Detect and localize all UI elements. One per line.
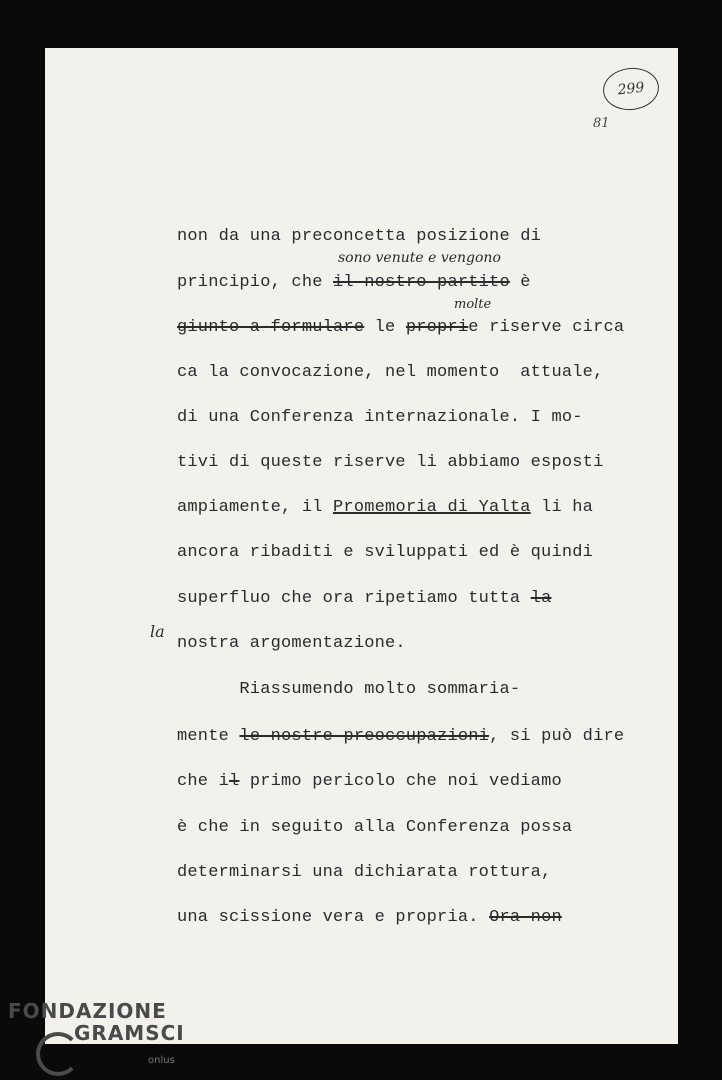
watermark-line-2: GRAMSCI	[74, 1021, 185, 1045]
text-line-8: ancora ribaditi e sviluppati ed è quindi	[177, 543, 594, 562]
text-line-12: mente le nostre preoccupazioni, si può dire	[177, 727, 625, 746]
watermark-line-1: FONDAZIONE	[8, 999, 167, 1023]
page-number: 81	[593, 116, 610, 131]
text-line-11: Riassumendo molto sommaria-	[177, 680, 521, 699]
folio-number-circled: 299	[601, 65, 661, 113]
text-line-10: nostra argomentazione.	[177, 634, 406, 653]
text-line-16: una scissione vera e propria. Ora non	[177, 908, 562, 927]
text-line-14: è che in seguito alla Conferenza possa	[177, 818, 573, 837]
text-line-4: ca la convocazione, nel momento attuale,	[177, 363, 604, 382]
struck-text: Ora non	[489, 908, 562, 927]
struck-text: propri	[405, 318, 469, 337]
text-line-7: ampiamente, il Promemoria di Yalta li ha	[177, 498, 594, 517]
text-line-15: determinarsi una dichiarata rottura,	[177, 863, 552, 882]
text-line-5: di una Conferenza internazionale. I mo-	[177, 408, 583, 427]
struck-text: giunto a formulare	[177, 318, 365, 337]
text-line-9: superfluo che ora ripetiamo tutta la	[177, 589, 552, 608]
margin-note: la	[150, 622, 165, 641]
fondazione-gramsci-watermark	[8, 999, 185, 1066]
watermark-line-3: onlus	[148, 1055, 175, 1066]
text-line-1: non da una preconcetta posizione di	[177, 227, 542, 246]
handwritten-insertion-line2: sono venute e vengono	[338, 250, 501, 266]
handwritten-insertion-line3: molte	[454, 297, 492, 312]
text-line-3: giunto a formulare le proprie riserve circa	[177, 318, 625, 337]
struck-text: le nostre preoccupazioni	[239, 727, 490, 746]
text-line-2: principio, che il nostro partito è	[177, 273, 531, 292]
underlined-title: Promemoria di Yalta	[333, 498, 531, 517]
struck-text: il nostro partito	[333, 273, 510, 292]
struck-text: l	[229, 772, 240, 791]
text-line-13: che il primo pericolo che noi vediamo	[177, 772, 562, 791]
struck-text: la	[530, 589, 552, 608]
text-line-6: tivi di queste riserve li abbiamo esposti	[177, 453, 604, 472]
gramsci-logo-icon	[36, 1032, 80, 1076]
